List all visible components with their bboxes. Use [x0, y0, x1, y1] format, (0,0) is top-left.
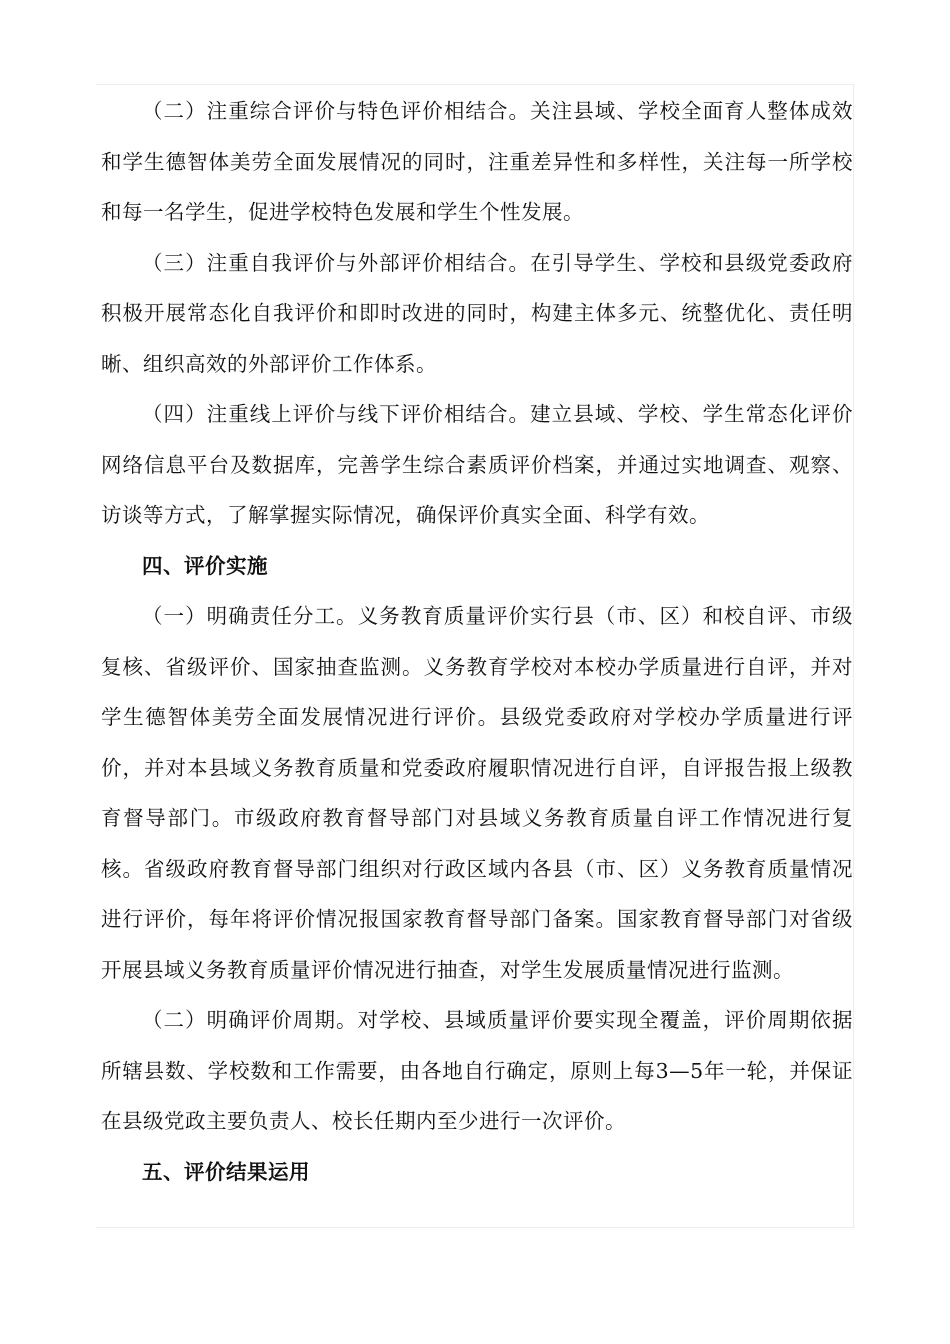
paragraph-responsibility-division: （一）明确责任分工。义务教育质量评价实行县（市、区）和校自评、市级复核、省级评价、国家抽查监测。义务教育学校对本校办学质量进行自评，并对学生德智体美劳全面发展情况进行评价。县级党委政府对学校办学质量进行评价，并对本县域义务教育质量和党委政府履职情况进行自评，自评报告报上级教育督导部门。市级政府教育督导部门对县域义务教育质量自评工作情况进行复核。省级政府教育督导部门组织对行政区域内各县（市、区）义务教育质量情况进行评价，每年将评价情况报国家教育督导部门备案。国家教育督导部门对省级开展县域义务教育质量评价情况进行抽查，对学生发展质量情况进行监测。 [101, 604, 853, 982]
document-body [101, 86, 853, 1197]
paragraph-online-evaluation: （四）注重线上评价与线下评价相结合。建立县域、学校、学生常态化评价网络信息平台及数据库，完善学生综合素质评价档案，并通过实地调查、观察、访谈等方式，了解掌握实际情况，确保评价真实全面、科学有效。 [101, 402, 853, 527]
paragraph-comprehensive-evaluation: （二）注重综合评价与特色评价相结合。关注县域、学校全面育人整体成效和学生德智体美劳全面发展情况的同时，注重差异性和多样性，关注每一所学校和每一名学生，促进学校特色发展和学生个性发展。 [101, 99, 853, 224]
paragraph-self-evaluation: （三）注重自我评价与外部评价相结合。在引导学生、学校和县级党委政府积极开展常态化自我评价和即时改进的同时，构建主体多元、统整优化、责任明晰、组织高效的外部评价工作体系。 [101, 250, 853, 376]
paragraph-evaluation-cycle: （二）明确评价周期。对学校、县域质量评价要实现全覆盖，评价周期依据所辖县数、学校数和工作需要，由各地自行确定，原则上每3—5年一轮，并保证在县级党政主要负责人、校长任期内至少进行一次评价。 [101, 1008, 853, 1133]
section-heading-implementation: 四、评价实施 [142, 553, 268, 578]
section-heading-result-use: 五、评价结果运用 [142, 1159, 310, 1184]
